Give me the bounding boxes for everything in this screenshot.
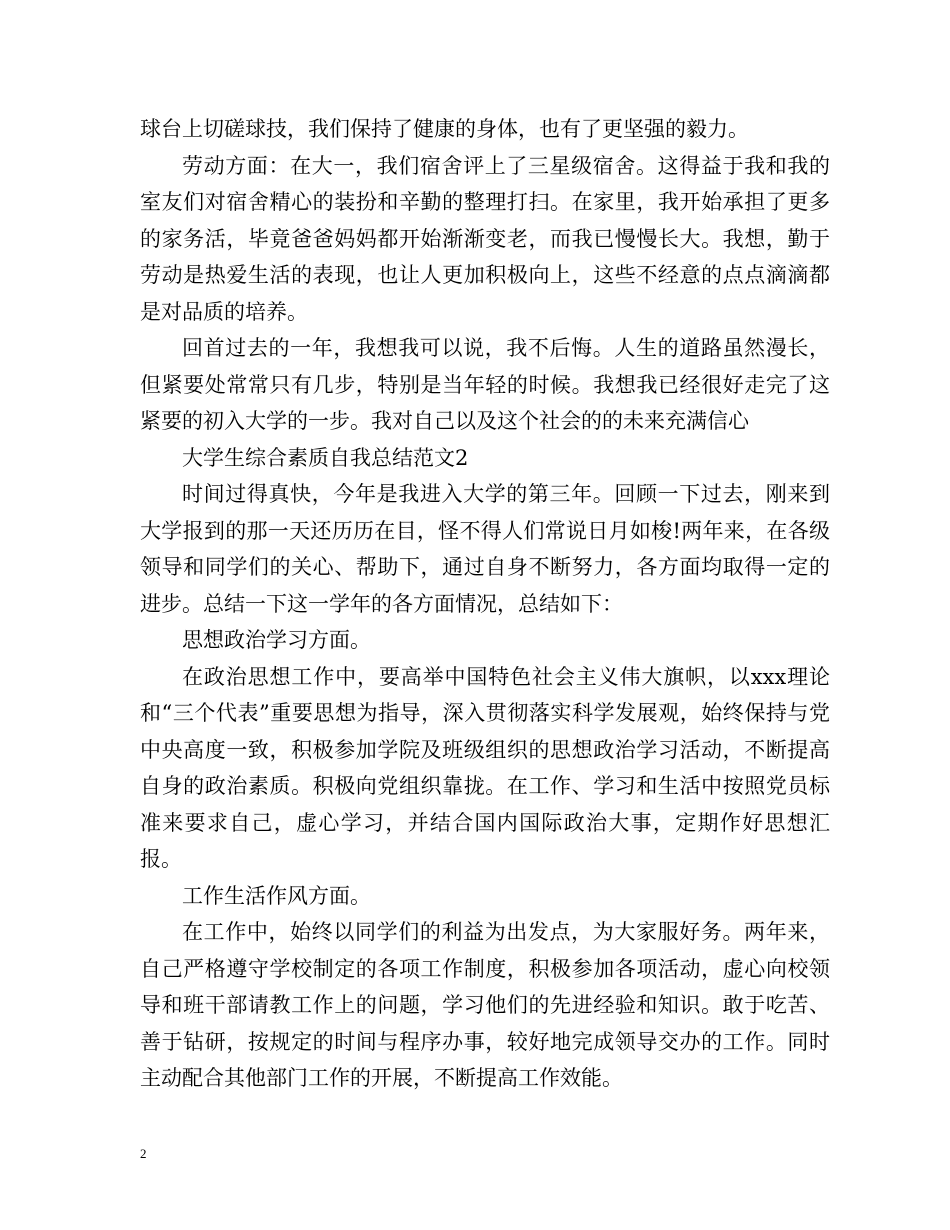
page-number: 2 — [140, 1146, 147, 1161]
paragraph-3: 回首过去的一年，我想我可以说，我不后悔。人生的道路虽然漫长，但紧要处常常只有几步，特别是当年轻的时候。我想我已经很好走完了这紧要的初入大学的一步。我对自己以及这个社会的的未来充满信心 — [140, 336, 830, 433]
body-text — [140, 111, 830, 1097]
paragraph-9: 在工作中，始终以同学们的利益为出发点，为大家服好务。两年来，自己严格遵守学校制定的各项工作制度，积极参加各项活动，虚心向校领导和班干部请教工作上的问题，学习他们的先进经验和知识。敢于吃苦、善于钻研，按规定的时间与程序办事，较好地完成领导交办的工作。同时主动配合其他部门工作的开展，不断提高工作效能。 — [140, 920, 830, 1090]
paragraph-1: 球台上切磋球技，我们保持了健康的身体，也有了更坚强的毅力。 — [140, 117, 749, 141]
paragraph-5: 时间过得真快，今年是我进入大学的第三年。回顾一下过去，刚来到大学报到的那一天还历历在目，怪不得人们常说日月如梭!两年来，在各级领导和同学们的关心、帮助下，通过自身不断努力，各方面均取得一定的进步。总结一下这一学年的各方面情况，总结如下： — [140, 482, 830, 616]
paragraph-2: 劳动方面：在大一，我们宿舍评上了三星级宿舍。这得益于我和我的室友们对宿舍精心的装扮和辛勤的整理打扫。在家里，我开始承担了更多的家务活，毕竟爸爸妈妈都开始渐渐变老，而我已慢慢长大。我想，勤于劳动是热爱生活的表现，也让人更加积极向上，这些不经意的点点滴滴都是对品质的培养。 — [140, 153, 830, 324]
section-title: 大学生综合素质自我总结范文2 — [182, 445, 469, 470]
subheading-political: 思想政治学习方面。 — [182, 628, 371, 652]
paragraph-7: 在政治思想工作中，要高举中国特色社会主义伟大旗帜，以xxx理论和“三个代表”重要思想为指导，深入贯彻落实科学发展观，始终保持与党中央高度一致，积极参加学院及班级组织的思想政治学习活动，不断提高自身的政治素质。积极向党组织靠拢。在工作、学习和生活中按照党员标准来要求自己，虚心学习，并结合国内国际政治大事，定期作好思想汇报。 — [140, 664, 830, 871]
subheading-work-style: 工作生活作风方面。 — [182, 883, 371, 908]
